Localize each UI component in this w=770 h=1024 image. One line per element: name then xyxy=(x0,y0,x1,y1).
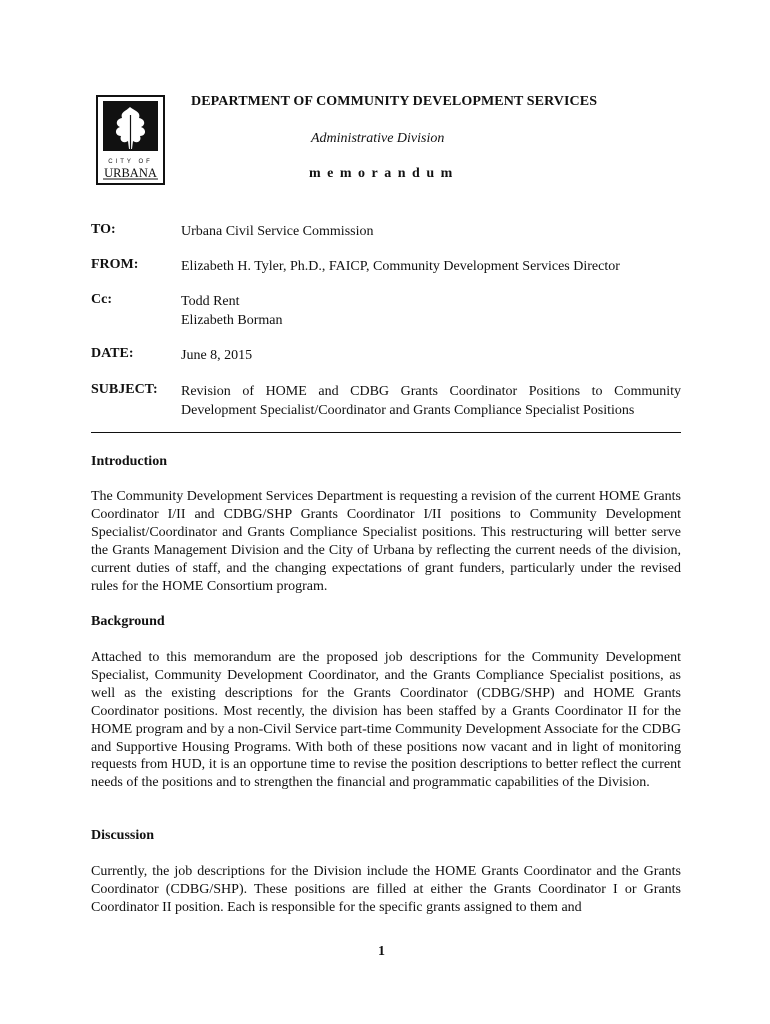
discussion-heading: Discussion xyxy=(91,828,155,843)
date-value: June 8, 2015 xyxy=(181,348,253,363)
department-title: DEPARTMENT OF COMMUNITY DEVELOPMENT SERVICES xyxy=(191,94,598,109)
header-divider xyxy=(91,432,681,433)
cc-value-1: Todd Rent xyxy=(181,294,240,309)
logo-line1: CITY OF xyxy=(108,159,153,165)
introduction-heading: Introduction xyxy=(91,454,167,469)
to-label: TO: xyxy=(91,222,116,237)
from-value: Elizabeth H. Tyler, Ph.D., FAICP, Community Development Services Director xyxy=(181,259,620,274)
logo-line2: URBANA xyxy=(104,166,157,180)
cc-label: Cc: xyxy=(91,292,112,307)
city-of-urbana-logo xyxy=(96,95,165,185)
background-heading: Background xyxy=(91,614,165,629)
date-label: DATE: xyxy=(91,346,134,361)
page-number: 1 xyxy=(378,944,385,959)
cc-value-2: Elizabeth Borman xyxy=(181,313,283,328)
introduction-body: The Community Development Services Department is requesting a revision of the current HOME Grants Coordinator I/II and CDBG/SHP Grants Coordinator I/II positions to Community Development Specialist/Coordinator and Grants Compliance Specialist positions. This restructuring will better serve the Grants Management Division and the City of Urbana by reflecting the current needs of the division, current duties of staff, and the changing expectations of grant funders, particularly under the revised rules for the HOME Consortium program. xyxy=(91,489,681,594)
subject-label: SUBJECT: xyxy=(91,382,158,397)
subject-value: Revision of HOME and CDBG Grants Coordinator Positions to Community Development Specialist/Coordinator and Grants Compliance Specialist Positions xyxy=(181,384,681,418)
background-body: Attached to this memorandum are the proposed job descriptions for the Community Development Specialist, Community Development Coordinator, and the Grants Compliance Specialist positions, as well as the existing descriptions for the Grants Coordinator (CDBG/SHP) and HOME Grants Coordinator positions. Most recently, the division has been staffed by a Grants Coordinator II for the HOME program and by a non-Civil Service part-time Community Development Associate for the CDBG and Supportive Housing Programs. With both of these positions now vacant and in light of monitoring requests from HUD, it is an opportune time to revise the position descriptions to better reflect the current needs of the positions and to strengthen the financial and programmatic capabilities of the Division. xyxy=(91,650,681,791)
memorandum-label: memorandum xyxy=(309,166,459,181)
from-label: FROM: xyxy=(91,257,139,272)
division-name: Administrative Division xyxy=(311,131,445,146)
oak-leaf-icon xyxy=(98,97,163,183)
to-value: Urbana Civil Service Commission xyxy=(181,224,374,239)
discussion-body: Currently, the job descriptions for the Division include the HOME Grants Coordinator and the Grants Coordinator (CDBG/SHP). These positions are filled at either the Grants Coordinator I or Grants Coordinator II position. Each is responsible for the specific grants assigned to them and xyxy=(91,864,681,915)
